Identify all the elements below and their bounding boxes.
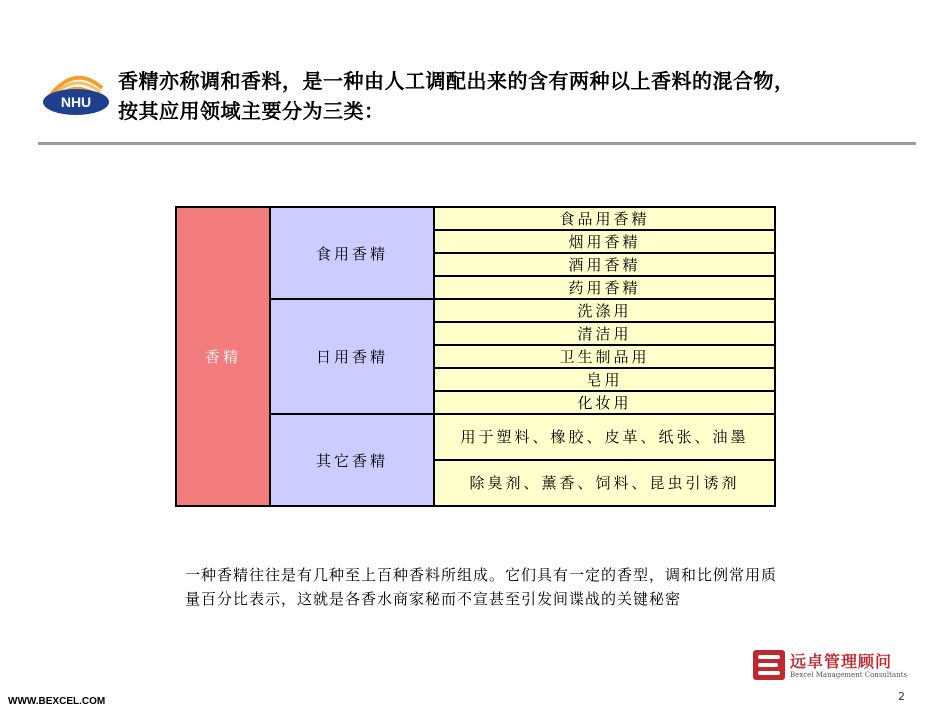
category-other: 其它香精: [270, 414, 434, 506]
page-title: [118, 66, 918, 126]
brand-name-cn: 远卓管理顾问: [790, 652, 893, 671]
root-cell: 香精: [176, 207, 270, 506]
nhu-logo: [40, 66, 110, 122]
item-cell: 烟用香精: [434, 230, 775, 253]
website-url[interactable]: WWW.BEXCEL.COM: [8, 696, 106, 707]
brand-block: [752, 649, 922, 683]
item-cell: 卫生制品用: [434, 345, 775, 368]
item-cell: 酒用香精: [434, 253, 775, 276]
item-cell: 洗涤用: [434, 299, 775, 322]
item-cell: 皂用: [434, 368, 775, 391]
title-divider: [38, 142, 916, 145]
title-line-2: 按其应用领域主要分为三类：: [118, 99, 385, 123]
item-cell: 化妆用: [434, 391, 775, 414]
item-cell: 清洁用: [434, 322, 775, 345]
category-food: 食用香精: [270, 207, 434, 299]
title-line-1: 香精亦称调和香料，是一种由人工调配出来的含有两种以上香料的混合物，: [118, 69, 795, 93]
item-cell: 药用香精: [434, 276, 775, 299]
classification-table: [175, 206, 776, 507]
page-number: 2: [898, 690, 905, 703]
brand-name-en: Bexcel Management Consultants: [790, 671, 908, 679]
logo-text: NHU: [60, 94, 92, 110]
bexcel-logo-icon: [752, 649, 786, 681]
item-cell: 用于塑料、橡胶、皮革、纸张、油墨: [434, 414, 775, 460]
category-daily: 日用香精: [270, 299, 434, 414]
item-cell: 除臭剂、薰香、饲料、昆虫引诱剂: [434, 460, 775, 506]
description-paragraph: 一种香精往往是有几种至上百种香料所组成。它们具有一定的香型，调和比例常用质量百分比表示，这就是各香水商家秘而不宣甚至引发间谍战的关键秘密: [185, 566, 778, 608]
nhu-logo-icon: [40, 66, 110, 122]
item-cell: 食品用香精: [434, 207, 775, 230]
